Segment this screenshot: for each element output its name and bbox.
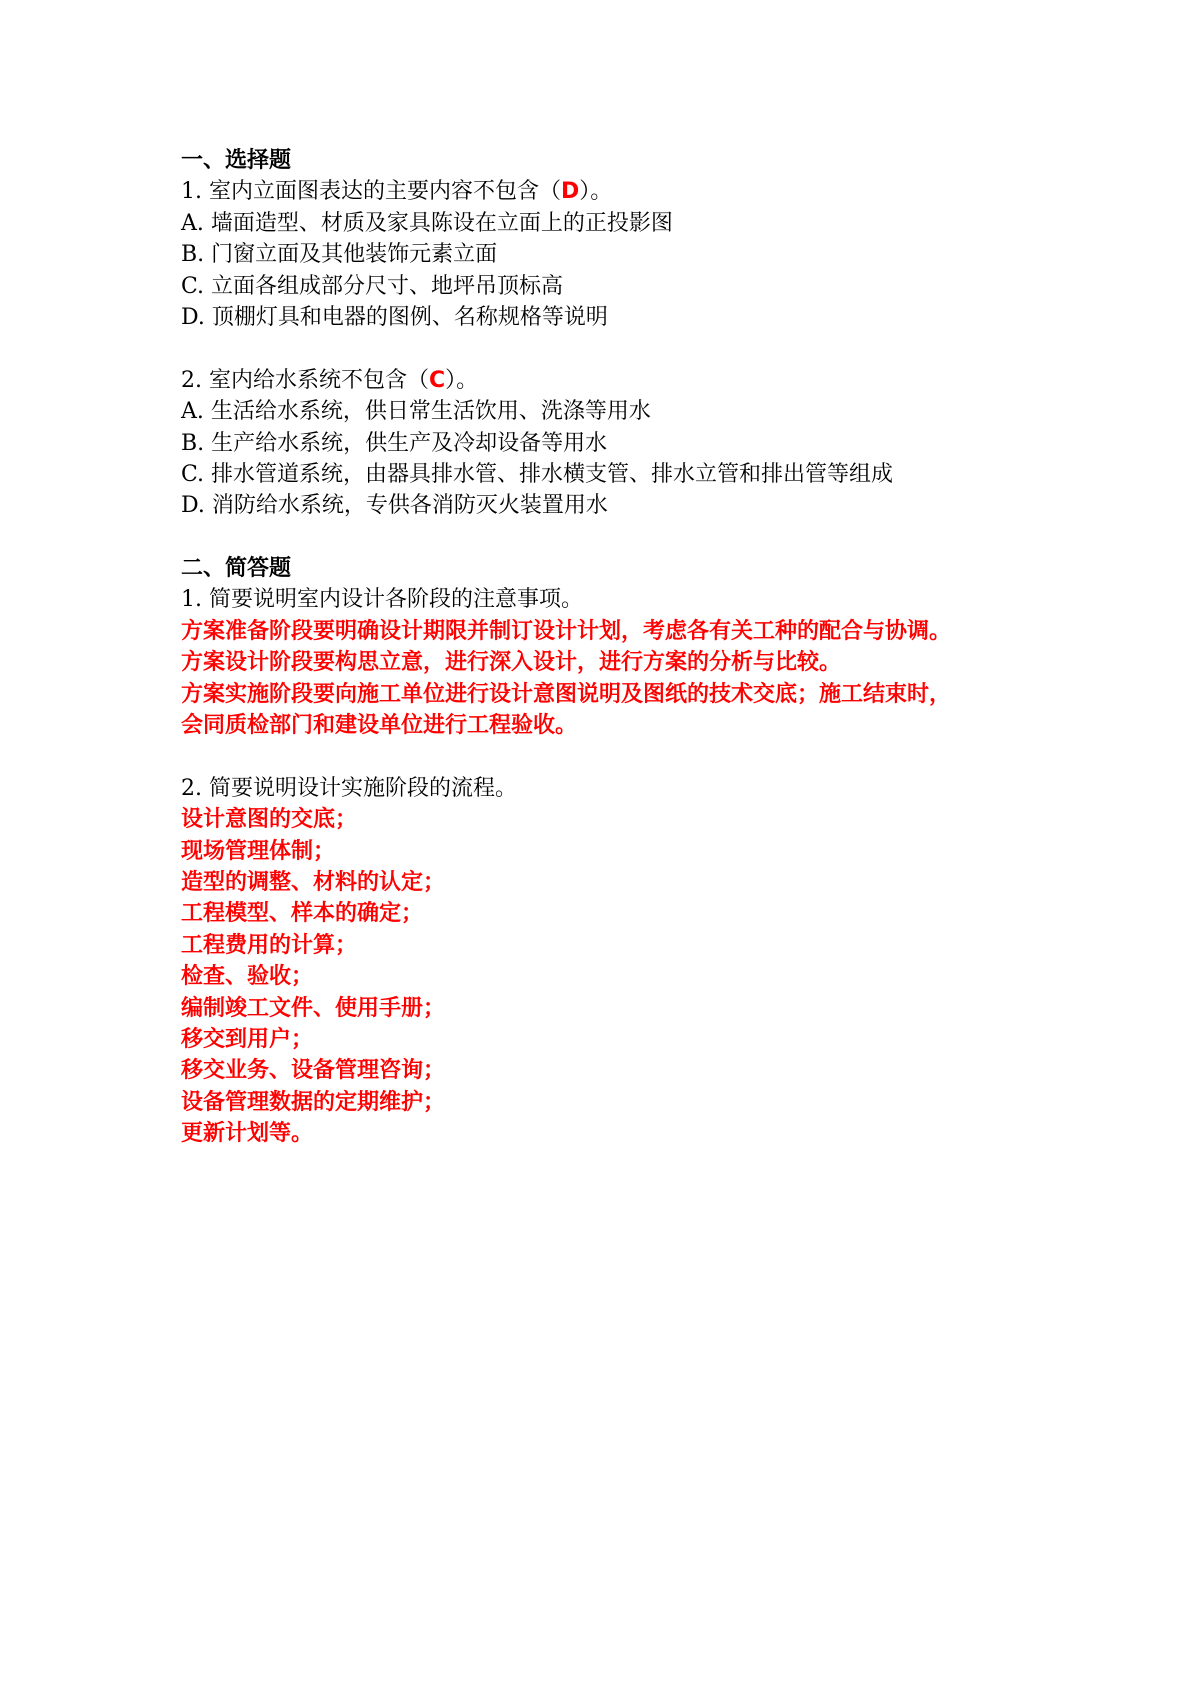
answer-line: 移交到用户；	[181, 1026, 314, 1052]
answer-line: 方案实施阶段要向施工单位进行设计意图说明及图纸的技术交底；施工结束时，	[181, 681, 952, 707]
spacer	[181, 333, 1061, 364]
question-short-1: 1. 简要说明室内设计各阶段的注意事项。	[181, 587, 583, 613]
option-a: A. 墙面造型、材质及家具陈设在立面上的正投影图	[181, 210, 673, 236]
question-text: 2. 室内给水系统不包含（	[181, 367, 429, 393]
answer-line: 造型的调整、材料的认定；	[181, 869, 446, 895]
option-d: D. 消防给水系统，专供各消防灭火装置用水	[181, 493, 608, 519]
option-d: D. 顶棚灯具和电器的图例、名称规格等说明	[181, 304, 608, 330]
option-c: C. 排水管道系统，由器具排水管、排水横支管、排水立管和排出管等组成	[181, 461, 894, 487]
answer-line: 设备管理数据的定期维护；	[181, 1089, 446, 1115]
section-heading-choice: 一、选择题	[181, 148, 292, 173]
answer-line: 更新计划等。	[181, 1121, 314, 1147]
question-choice-1	[181, 176, 1061, 207]
spacer	[181, 522, 1061, 553]
question-short-2: 2. 简要说明设计实施阶段的流程。	[181, 775, 517, 801]
question-suffix: ）。	[445, 367, 479, 393]
question-suffix: ）。	[579, 179, 613, 205]
answer-line: 编制竣工文件、使用手册；	[181, 995, 446, 1021]
answer-line: 移交业务、设备管理咨询；	[181, 1058, 446, 1084]
answer-line: 会同质检部门和建设单位进行工程验收。	[181, 713, 578, 739]
spacer	[181, 741, 1061, 772]
option-a: A. 生活给水系统，供日常生活饮用、洗涤等用水	[181, 399, 651, 425]
document-page	[181, 145, 1061, 1150]
answer-line: 现场管理体制；	[181, 838, 336, 864]
answer-line: 工程模型、样本的确定；	[181, 901, 424, 927]
answer-line: 方案设计阶段要构思立意，进行深入设计，进行方案的分析与比较。	[181, 650, 842, 676]
section-heading-short-answer: 二、简答题	[181, 556, 292, 582]
answer-line: 方案准备阶段要明确设计期限并制订设计计划，考虑各有关工种的配合与协调。	[181, 618, 952, 644]
option-b: B. 门窗立面及其他装饰元素立面	[181, 242, 498, 268]
answer-line: 工程费用的计算；	[181, 932, 358, 958]
answer-letter: C	[428, 367, 446, 393]
answer-letter: D	[561, 179, 580, 205]
option-c: C. 立面各组成部分尺寸、地坪吊顶标高	[181, 273, 564, 299]
question-text: 1. 室内立面图表达的主要内容不包含（	[181, 179, 561, 205]
answer-line: 设计意图的交底；	[181, 807, 358, 833]
question-choice-2	[181, 365, 1061, 396]
option-b: B. 生产给水系统，供生产及冷却设备等用水	[181, 430, 608, 456]
answer-line: 检查、验收；	[181, 964, 314, 990]
